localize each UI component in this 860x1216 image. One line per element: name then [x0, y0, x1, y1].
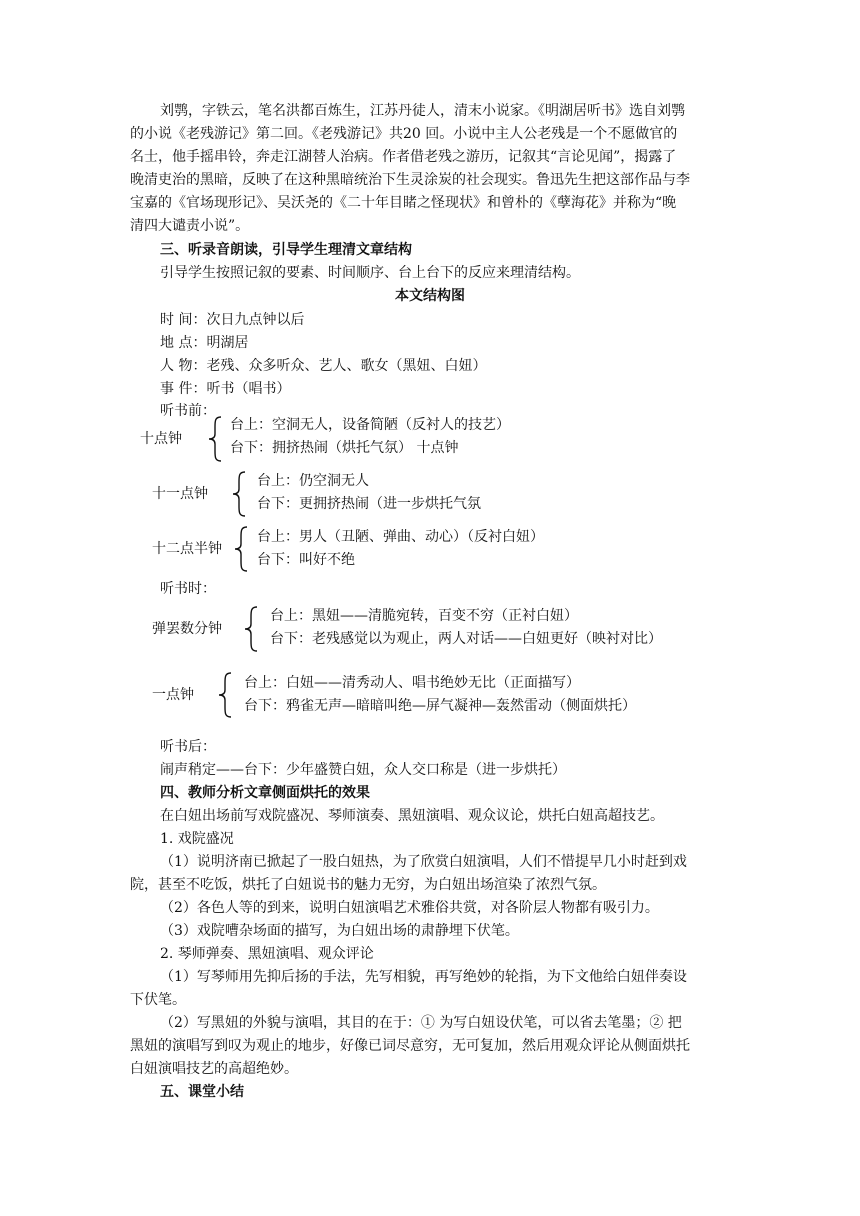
during-label: 听书时：: [160, 581, 216, 597]
section-heading: 五、课堂小结: [160, 1084, 244, 1100]
paragraph: 下伏笔。: [130, 992, 186, 1008]
group-time-label: 十点钟: [140, 431, 182, 447]
section-heading: 四、教师分析文章侧面烘托的效果: [160, 785, 370, 801]
paragraph: 在白妞出场前写戏院盛况、琴师演奏、黑妞演唱、观众议论，烘托白妞高超技艺。: [160, 808, 664, 824]
paragraph: （3）戏院嘈杂场面的描写，为白妞出场的肃静埋下伏笔。: [160, 923, 519, 939]
intro-line: 清四大谴责小说”。: [130, 218, 250, 234]
group-time-label: 弹罢数分钟: [152, 621, 222, 637]
element-place: 地 点：明湖居: [160, 335, 249, 351]
brace-icon: [242, 605, 260, 653]
group-bottom: 台下：叫好不绝: [257, 552, 355, 568]
intro-line: 名士，他手摇串铃，奔走江湖替人治病。作者借老残之游历，记叙其“言论见闻”，揭露了: [130, 149, 677, 165]
element-people: 人 物：老残、众多听众、艺人、歌女（黑妞、白妞）: [160, 358, 487, 374]
paragraph: （2）各色人等的到来，说明白妞演唱艺术雅俗共赏，对各阶层人物都有吸引力。: [160, 900, 659, 916]
intro-line: 晚清吏治的黑暗，反映了在这种黑暗统治下生灵涂炭的社会现实。鲁迅先生把这部作品与李: [130, 172, 690, 188]
subheading: 2. 琴师弹奏、黑妞演唱、观众评论: [160, 946, 374, 962]
group-bottom: 台下：老残感觉以为观止，两人对话——白妞更好（映衬对比）: [270, 631, 662, 647]
group-top: 台上：男人（丑陋、弹曲、动心）（反衬白妞）: [257, 529, 544, 545]
group-bottom: 台下：拥挤热闹（烘托气氛） 十点钟: [230, 440, 459, 456]
paragraph: 院，甚至不吃饭，烘托了白妞说书的魅力无穷，为白妞出场渲染了浓烈气氛。: [130, 877, 606, 893]
brace-icon: [206, 415, 224, 463]
after-label: 听书后：: [160, 739, 216, 755]
brace-icon: [230, 470, 248, 518]
group-time-label: 一点钟: [152, 687, 194, 703]
brace-icon: [216, 671, 234, 719]
paragraph: （1）写琴师用先抑后扬的手法，先写相貌，再写绝妙的轮指，为下文他给白妞伴奏设: [160, 969, 687, 985]
paragraph: （1）说明济南已掀起了一股白妞热，为了欣赏白妞演唱，人们不惜提早几小时赶到戏: [160, 854, 687, 870]
brace-icon: [232, 525, 250, 573]
group-top: 台上：黑妞——清脆宛转，百变不穷（正衬白妞）: [270, 608, 578, 624]
group-top: 台上：白妞——清秀动人、唱书绝妙无比（正面描写）: [244, 675, 580, 691]
paragraph: 引导学生按照记叙的要素、时间顺序、台上台下的反应来理清结构。: [160, 265, 580, 281]
before-label: 听书前：: [160, 403, 216, 419]
group-bottom: 台下：鸦雀无声—暗暗叫绝—屏气凝神—轰然雷动（侧面烘托）: [244, 698, 636, 714]
paragraph: （2）写黑妞的外貌与演唱，其目的在于：① 为写白妞设伏笔，可以省去笔墨；② 把: [160, 1015, 682, 1031]
element-time: 时 间：次日九点钟以后: [160, 312, 305, 328]
group-time-label: 十一点钟: [152, 486, 208, 502]
subheading: 1. 戏院盛况: [160, 831, 234, 847]
intro-line: 宝嘉的《官场现形记》、吴沃尧的《二十年目睹之怪现状》和曾朴的《孽海花》并称为“晚: [130, 195, 677, 211]
paragraph: 白妞演唱技艺的高超绝妙。: [130, 1061, 298, 1077]
group-time-label: 十二点半钟: [152, 541, 222, 557]
element-event: 事 件：听书（唱书）: [160, 381, 291, 397]
group-top: 台上：仍空洞无人: [257, 473, 369, 489]
diagram-title: 本文结构图: [395, 288, 465, 304]
intro-line: 的小说《老残游记》第二回。《老残游记》共20 回。小说中主人公老残是一个不愿做官的: [130, 126, 678, 142]
intro-line: 刘鹗，字铁云，笔名洪都百炼生，江苏丹徒人，清末小说家。《明湖居听书》选自刘鹗: [160, 103, 685, 119]
section-heading: 三、听录音朗读，引导学生理清文章结构: [160, 242, 412, 258]
paragraph: 黑妞的演唱写到叹为观止的地步，好像已词尽意穷，无可复加，然后用观众评论从侧面烘托: [130, 1038, 690, 1054]
group-bottom: 台下：更拥挤热闹（进一步烘托气氛: [257, 496, 481, 512]
after-text: 闹声稍定——台下：少年盛赞白妞，众人交口称是（进一步烘托）: [160, 762, 566, 778]
group-top: 台上：空洞无人，设备简陋（反衬人的技艺）: [230, 417, 510, 433]
